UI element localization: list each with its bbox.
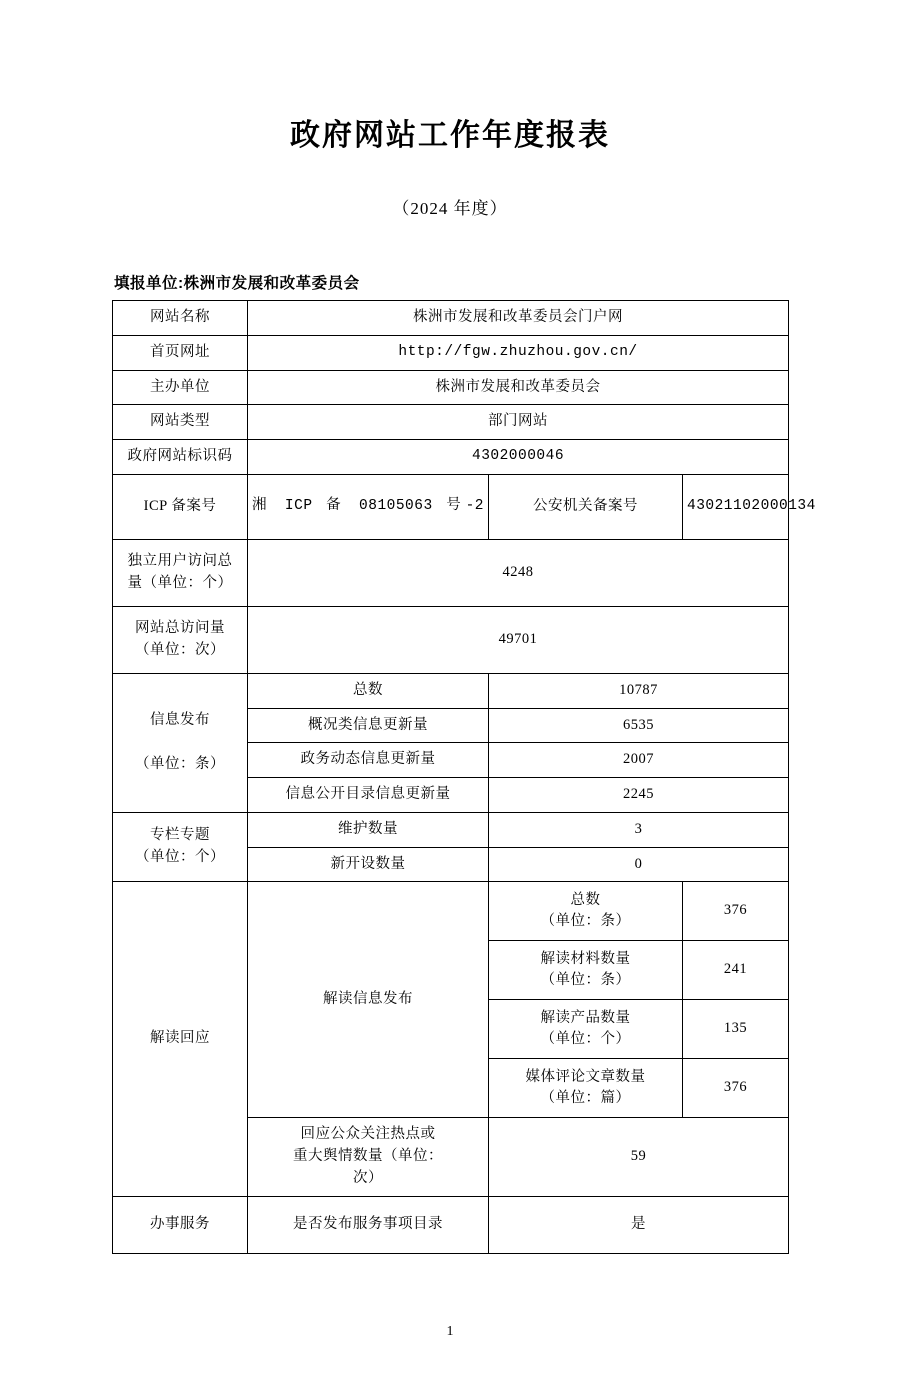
site-id-value: 4302000046 xyxy=(248,440,789,475)
site-name-value: 株洲市发展和改革委员会门户网 xyxy=(248,301,789,336)
table-row xyxy=(113,1196,789,1253)
service-catalog-value: 是 xyxy=(489,1196,789,1253)
info-publish-item-value: 6535 xyxy=(489,708,789,743)
homepage-value: http://fgw.zhuzhou.gov.cn/ xyxy=(248,335,789,370)
table-row xyxy=(113,370,789,405)
document-page xyxy=(0,110,900,1382)
page-title: 政府网站工作年度报表 xyxy=(290,119,610,152)
report-unit-line: 填报单位:株洲市发展和改革委员会 xyxy=(114,275,360,292)
interpret-item-name-line2: （单位：条） xyxy=(540,913,631,930)
unique-visitors-label: 独立用户访问总 量（单位：个） xyxy=(113,539,248,606)
page-subtitle: （2024 年度） xyxy=(392,199,508,218)
interpret-item-value: 241 xyxy=(683,941,789,1000)
service-catalog-label: 是否发布服务事项目录 xyxy=(248,1196,489,1253)
column-topic-label: 专栏专题 （单位：个） xyxy=(113,812,248,882)
interpret-item-value: 135 xyxy=(683,1000,789,1059)
info-publish-item-name: 总数 xyxy=(248,673,489,708)
info-publish-item-name: 信息公开目录信息更新量 xyxy=(248,778,489,813)
page-number: 1 xyxy=(446,1324,454,1339)
table-row xyxy=(113,474,789,539)
total-visits-value: 49701 xyxy=(248,606,789,673)
icp-label: ICP 备案号 xyxy=(113,474,248,539)
total-visits-label: 网站总访问量 （单位：次） xyxy=(113,606,248,673)
table-row xyxy=(113,812,789,847)
table-row xyxy=(113,673,789,708)
table-row xyxy=(113,301,789,336)
column-topic-item-name: 新开设数量 xyxy=(248,847,489,882)
interpret-item-name-line1: 解读产品数量 xyxy=(540,1009,631,1026)
police-record-label: 公安机关备案号 xyxy=(489,474,683,539)
info-publish-item-name: 概况类信息更新量 xyxy=(248,708,489,743)
table-row xyxy=(113,335,789,370)
info-publish-label: 信息发布 （单位：条） xyxy=(113,673,248,812)
info-publish-item-value: 2245 xyxy=(489,778,789,813)
response-hotspot-label: 回应公众关注热点或 重大舆情数量（单位： 次） xyxy=(248,1118,489,1196)
interpret-item-name-line2: （单位：条） xyxy=(540,972,631,989)
interpret-response-label: 解读回应 xyxy=(113,882,248,1196)
host-unit-value: 株洲市发展和改革委员会 xyxy=(248,370,789,405)
table-row xyxy=(113,405,789,440)
interpret-item-name xyxy=(489,882,683,941)
host-unit-label: 主办单位 xyxy=(113,370,248,405)
interpret-item-name xyxy=(489,941,683,1000)
interpret-item-value: 376 xyxy=(683,1059,789,1118)
table-row xyxy=(113,882,789,941)
info-publish-item-value: 10787 xyxy=(489,673,789,708)
interpret-item-name-line1: 解读材料数量 xyxy=(540,950,631,967)
police-record-value: 43021102000134 xyxy=(683,474,789,539)
column-topic-item-name: 维护数量 xyxy=(248,812,489,847)
column-topic-item-value: 0 xyxy=(489,847,789,882)
column-topic-item-value: 3 xyxy=(489,812,789,847)
table-row xyxy=(113,539,789,606)
service-label: 办事服务 xyxy=(113,1196,248,1253)
site-type-label: 网站类型 xyxy=(113,405,248,440)
table-row xyxy=(113,606,789,673)
site-id-label: 政府网站标识码 xyxy=(113,440,248,475)
icp-value: 湘 ICP 备 08105063 号-2 xyxy=(248,474,489,539)
interpret-item-name-line1: 总数 xyxy=(570,891,601,908)
table-row xyxy=(113,440,789,475)
info-publish-item-name: 政务动态信息更新量 xyxy=(248,743,489,778)
interpret-item-value: 376 xyxy=(683,882,789,941)
annual-report-table xyxy=(112,300,816,1254)
site-name-label: 网站名称 xyxy=(113,301,248,336)
interpret-publish-label: 解读信息发布 xyxy=(248,882,489,1118)
interpret-item-name-line2: （单位：个） xyxy=(540,1031,631,1048)
interpret-item-name-line2: （单位：篇） xyxy=(540,1090,631,1107)
homepage-label: 首页网址 xyxy=(113,335,248,370)
unique-visitors-value: 4248 xyxy=(248,539,789,606)
interpret-item-name-line1: 媒体评论文章数量 xyxy=(525,1068,646,1085)
interpret-item-name xyxy=(489,1059,683,1118)
interpret-item-name xyxy=(489,1000,683,1059)
response-hotspot-value: 59 xyxy=(489,1118,789,1196)
site-type-value: 部门网站 xyxy=(248,405,789,440)
info-publish-item-value: 2007 xyxy=(489,743,789,778)
